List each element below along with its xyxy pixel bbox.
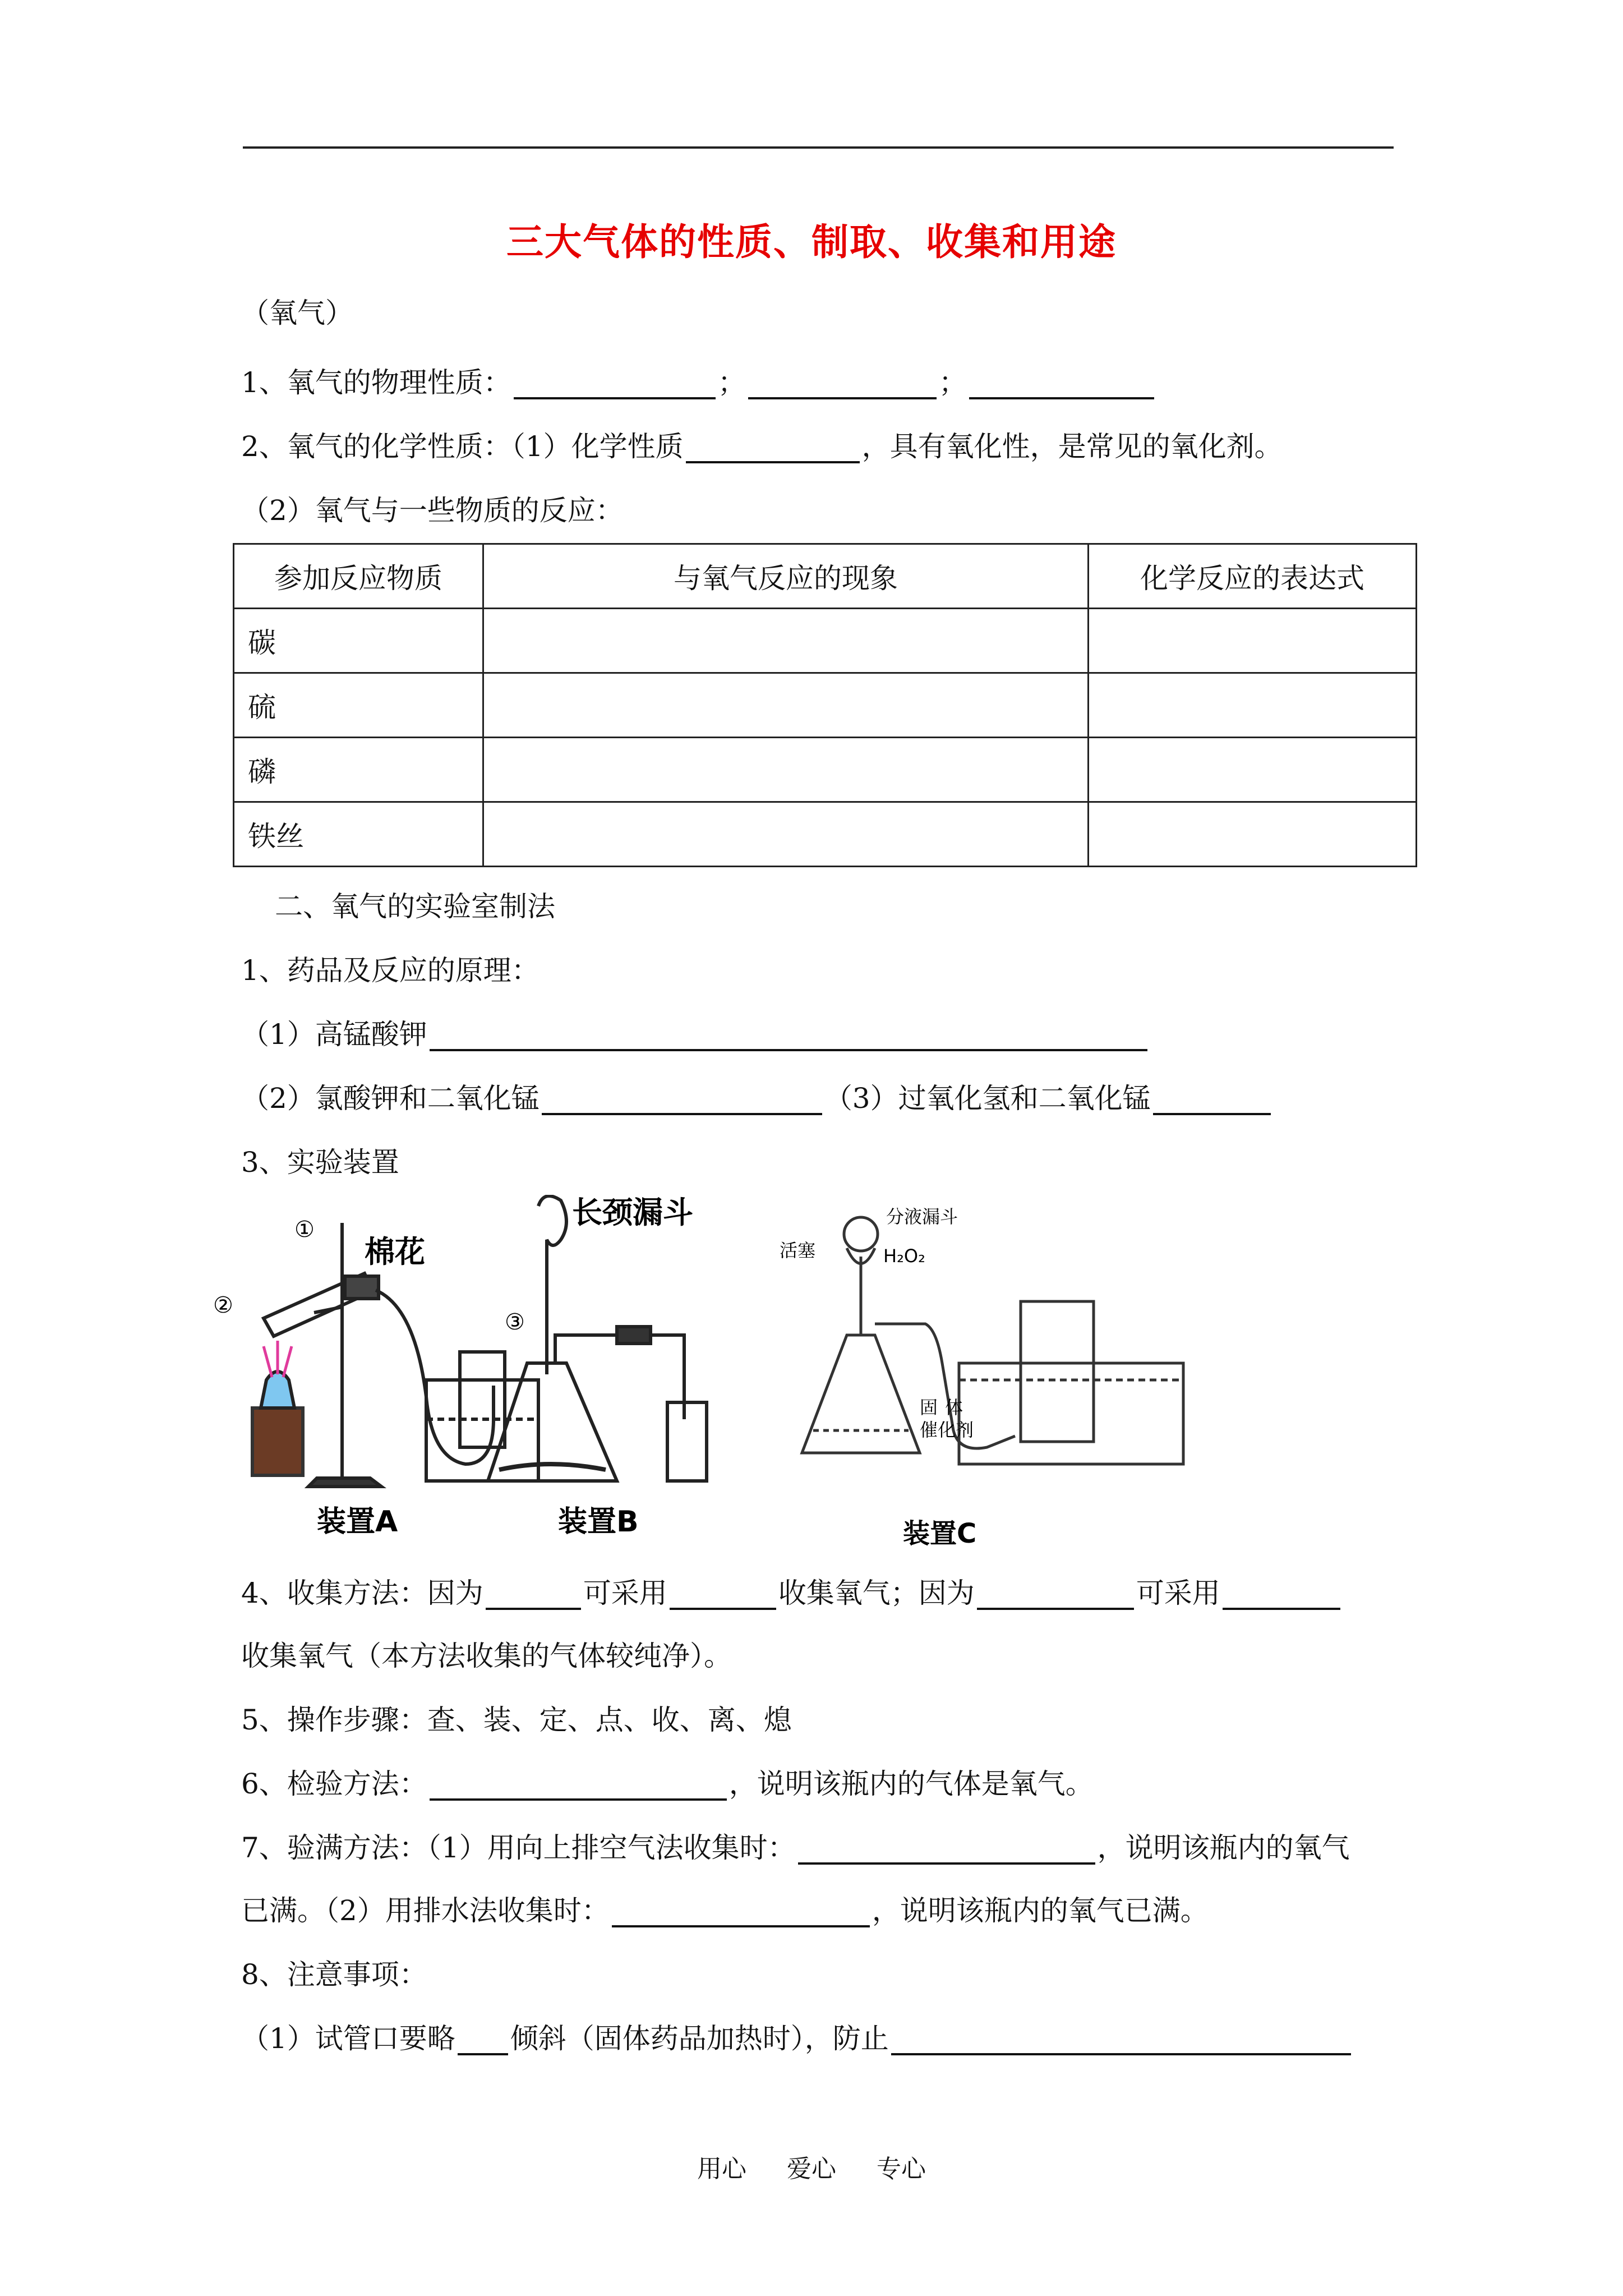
para-8a: （1）试管口要略 倾斜（固体药品加热时），防止 (241, 2022, 1353, 2055)
blank-field[interactable] (612, 1898, 870, 1927)
para-1bc: （2）氯酸钾和二氧化锰 （3）过氧化氢和二氧化锰 (241, 1082, 1273, 1115)
blank-field[interactable] (670, 1581, 776, 1610)
reaction-table (233, 543, 1417, 867)
para-7-cont: 已满。（2）用排水法收集时： ，说明该瓶内的氧气已满。 (241, 1894, 1209, 1927)
blank-field[interactable] (798, 1835, 1095, 1865)
table-cell[interactable] (483, 802, 1089, 867)
para-8: 8、注意事项： (241, 1958, 427, 1991)
page-title: 三大气体的性质、制取、收集和用途 (506, 220, 1117, 264)
apparatus-b (488, 1196, 707, 1481)
para-4-cont: 收集氧气（本方法收集的气体较纯净）。 (241, 1640, 732, 1672)
blank-field[interactable] (891, 2026, 1351, 2055)
header-rule (243, 146, 1394, 149)
para-7: 7、验满方法：（1）用向上排空气法收集时： ，说明该瓶内的氧气 (241, 1832, 1350, 1864)
table-header: 化学反应的表达式 (1089, 544, 1417, 609)
solid-label-1: 固 (920, 1397, 938, 1418)
table-header: 参加反应物质 (234, 544, 483, 609)
para-1: 1、药品及反应的原理： (241, 954, 540, 987)
table-cell: 铁丝 (234, 802, 483, 867)
question-2b: （2）氧气与一些物质的反应： (241, 494, 624, 527)
table-cell[interactable] (483, 673, 1089, 738)
table-cell[interactable] (483, 609, 1089, 673)
catalyst-label: 催化剂 (920, 1419, 974, 1441)
h2o2-label: H₂O₂ (883, 1245, 925, 1267)
blank-field[interactable] (969, 370, 1154, 399)
label-3: ③ (505, 1309, 525, 1335)
section-2: 二、氧气的实验室制法 (275, 890, 555, 923)
blank-field[interactable] (1153, 1086, 1271, 1115)
para-1a: （1）高锰酸钾 (241, 1018, 1150, 1051)
para-4: 4、收集方法：因为 可采用 收集氧气；因为 可采用 (241, 1576, 1343, 1610)
apparatus-c (802, 1217, 1183, 1464)
label-1: ① (294, 1217, 315, 1243)
blank-field[interactable] (486, 1581, 581, 1610)
device-c-label: 装置C (903, 1518, 977, 1549)
stopcock-label: 活塞 (780, 1240, 816, 1261)
table-cell: 硫 (234, 673, 483, 738)
para-6: 6、检验方法： ，说明该瓶内的气体是氧气。 (241, 1768, 1094, 1800)
sep-funnel-label: 分液漏斗 (886, 1206, 958, 1227)
table-header: 与氧气反应的现象 (483, 544, 1089, 609)
table-cell: 磷 (234, 738, 483, 802)
device-a-label: 装置A (317, 1505, 398, 1539)
table-cell[interactable] (1089, 673, 1417, 738)
cotton-label: 棉花 (365, 1234, 425, 1269)
table-cell[interactable] (1089, 802, 1417, 867)
blank-field[interactable] (1223, 1581, 1340, 1610)
table-cell[interactable] (483, 738, 1089, 802)
apparatus-figure (202, 1195, 1436, 1554)
funnel-label: 长颈漏斗 (572, 1195, 693, 1230)
device-b-label: 装置B (558, 1505, 639, 1539)
solid-label-2: 体 (945, 1397, 963, 1418)
blank-field[interactable] (514, 370, 716, 399)
question-2: 2、氧气的化学性质：（1）化学性质 ，具有氧化性，是常见的氧化剂。 (241, 430, 1283, 463)
blank-field[interactable] (686, 434, 860, 463)
blank-field[interactable] (542, 1086, 822, 1115)
blank-field[interactable] (430, 1772, 727, 1801)
blank-field[interactable] (458, 2026, 508, 2055)
table-cell[interactable] (1089, 609, 1417, 673)
blank-field[interactable] (748, 370, 937, 399)
blank-field[interactable] (977, 1581, 1134, 1610)
table-cell: 碳 (234, 609, 483, 673)
blank-field[interactable] (430, 1022, 1147, 1051)
footer: 用心 爱心 专心 (697, 2155, 926, 2183)
para-5: 5、操作步骤：查、装、定、点、收、离、熄 (241, 1704, 792, 1736)
label-2: ② (213, 1292, 233, 1318)
section-oxygen: （氧气） (241, 297, 353, 329)
question-1: 1、氧气的物理性质： ； ； (241, 366, 1156, 399)
table-cell[interactable] (1089, 738, 1417, 802)
para-3: 3、实验装置 (241, 1146, 399, 1179)
